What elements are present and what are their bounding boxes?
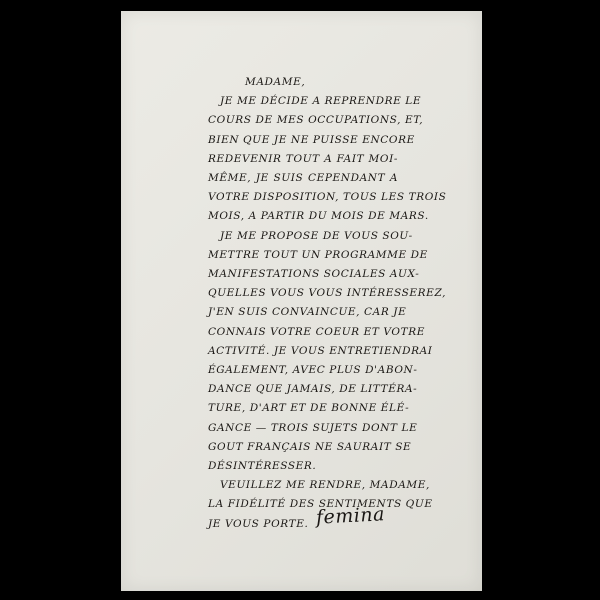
letter-line: COURS DE MES OCCUPATIONS, ET, [208, 114, 424, 127]
letter-line: DÉSINTÉRESSER. [208, 460, 317, 473]
letter-line: GOUT FRANÇAIS NE SAURAIT SE [208, 440, 412, 453]
letter-line: MANIFESTATIONS SOCIALES AUX- [208, 268, 420, 281]
signature: femina [315, 503, 386, 529]
letter-line: JE ME DÉCIDE A REPRENDRE LE [220, 95, 422, 108]
letter-line: QUELLES VOUS VOUS INTÉRESSEREZ, [208, 287, 447, 300]
letter-line: VOTRE DISPOSITION, TOUS LES TROIS [208, 191, 447, 204]
letter-line: VEUILLEZ ME RENDRE, MADAME, [220, 479, 430, 492]
letter-line: JE VOUS PORTE. [208, 517, 309, 530]
letter-line: JE ME PROPOSE DE VOUS SOU- [220, 229, 413, 242]
letter-line: MOIS, A PARTIR DU MOIS DE MARS. [208, 210, 429, 223]
letter-salutation: MADAME, [245, 76, 306, 88]
letter-line: J'EN SUIS CONVAINCUE, CAR JE [208, 306, 407, 319]
letter-line: ACTIVITÉ. JE VOUS ENTRETIENDRAI [208, 344, 433, 357]
letter-line: GANCE — TROIS SUJETS DONT LE [208, 421, 418, 434]
letter-line: CONNAIS VOTRE COEUR ET VOTRE [208, 325, 425, 338]
letter-line: BIEN QUE JE NE PUISSE ENCORE [208, 133, 415, 146]
letter-line: ÉGALEMENT, AVEC PLUS D'ABON- [208, 364, 418, 377]
letter-body [208, 73, 447, 534]
letter-line: LA FIDÉLITÉ DES SENTIMENTS QUE [208, 498, 433, 511]
letter-line: MÊME, JE SUIS CEPENDANT A [208, 172, 398, 185]
letter-line: REDEVENIR TOUT A FAIT MOI- [208, 152, 398, 165]
letter-line: METTRE TOUT UN PROGRAMME DE [208, 248, 428, 261]
letter-line: TURE, D'ART ET DE BONNE ÉLÉ- [208, 402, 410, 415]
letter-line: DANCE QUE JAMAIS, DE LITTÉRA- [208, 383, 418, 396]
